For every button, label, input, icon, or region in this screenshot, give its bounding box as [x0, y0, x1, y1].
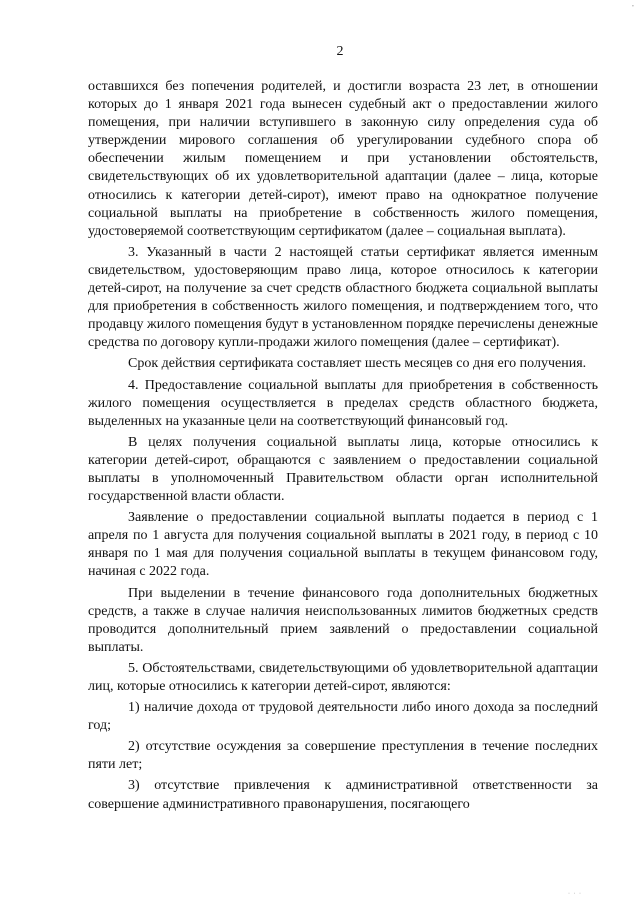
- paragraph-item-3: 3. Указанный в части 2 настоящей статьи сертификат является именным свидетельством, удостоверяющим право лица, которое относилось к категории детей-сирот, на получение за счет средств областного бюджета социальной выплаты для приобретения в собственность жилого помещения, и подтверждением того, что продавцу жилого помещения будут в установленном порядке перечислены денежные средства по договору купли-продажи жилого помещения (далее – сертификат).: [88, 244, 598, 351]
- list-item-1: 1) наличие дохода от трудовой деятельности либо иного дохода за последний год;: [88, 700, 598, 734]
- paragraph-item-4: 4. Предоставление социальной выплаты для приобретения в собственность жилого помещения осуществляется в пределах средств областного бюджета, выделенных на указанные цели на соответствующий финансовый год.: [88, 377, 598, 429]
- scan-mark: •: [631, 4, 634, 10]
- paragraph-additional-funds: При выделении в течение финансового года дополнительных бюджетных средств, а также в случае наличия неиспользованных лимитов бюджетных средств проводится дополнительный прием заявлений о предоставлении социальной выплаты.: [88, 585, 598, 655]
- scan-mark-bottom: · · ·: [568, 891, 582, 897]
- page-number: 2: [336, 44, 344, 59]
- list-item-2: 2) отсутствие осуждения за совершение преступления в течение последних пяти лет;: [88, 739, 598, 773]
- document-body: [88, 78, 598, 814]
- list-item-3: 3) отсутствие привлечения к административной ответственности за совершение административного правонарушения, посягающего: [88, 778, 598, 812]
- paragraph-certificate-term: Срок действия сертификата составляет шесть месяцев со дня его получения.: [128, 356, 587, 372]
- paragraph-application-period: Заявление о предоставлении социальной выплаты подается в период с 1 апреля по 1 августа для получения социальной выплаты в 2021 году, в период с 10 января по 1 мая для получения социальной выплаты в текущем финансовом году, начиная с 2022 года.: [88, 510, 598, 580]
- paragraph-continuation: оставшихся без попечения родителей, и достигли возраста 23 лет, в отношении которых до 1 января 2021 года вынесен судебный акт о предоставлении жилого помещения, при наличии вступившего в законную силу определения суда об утверждении мирового соглашения об урегулировании судебного спора об обеспечении жилым помещением и при установлении обстоятельств, свидетельствующих об их удовлетворительной адаптации (далее – лица, которые относились к категории детей-сирот), имеют право на однократное получение социальной выплаты на приобретение в собственность жилого помещения, удостоверяемой соответствующим сертификатом (далее – социальная выплата).: [88, 79, 598, 239]
- paragraph-application-purpose: В целях получения социальной выплаты лица, которые относились к категории детей-сирот, обращаются с заявлением о предоставлении социальной выплаты в уполномоченный Правительством области орган исполнительной государственной власти области.: [88, 434, 598, 505]
- paragraph-item-5: 5. Обстоятельствами, свидетельствующими об удовлетворительной адаптации лиц, которые относились к категории детей-сирот, являются:: [88, 660, 598, 694]
